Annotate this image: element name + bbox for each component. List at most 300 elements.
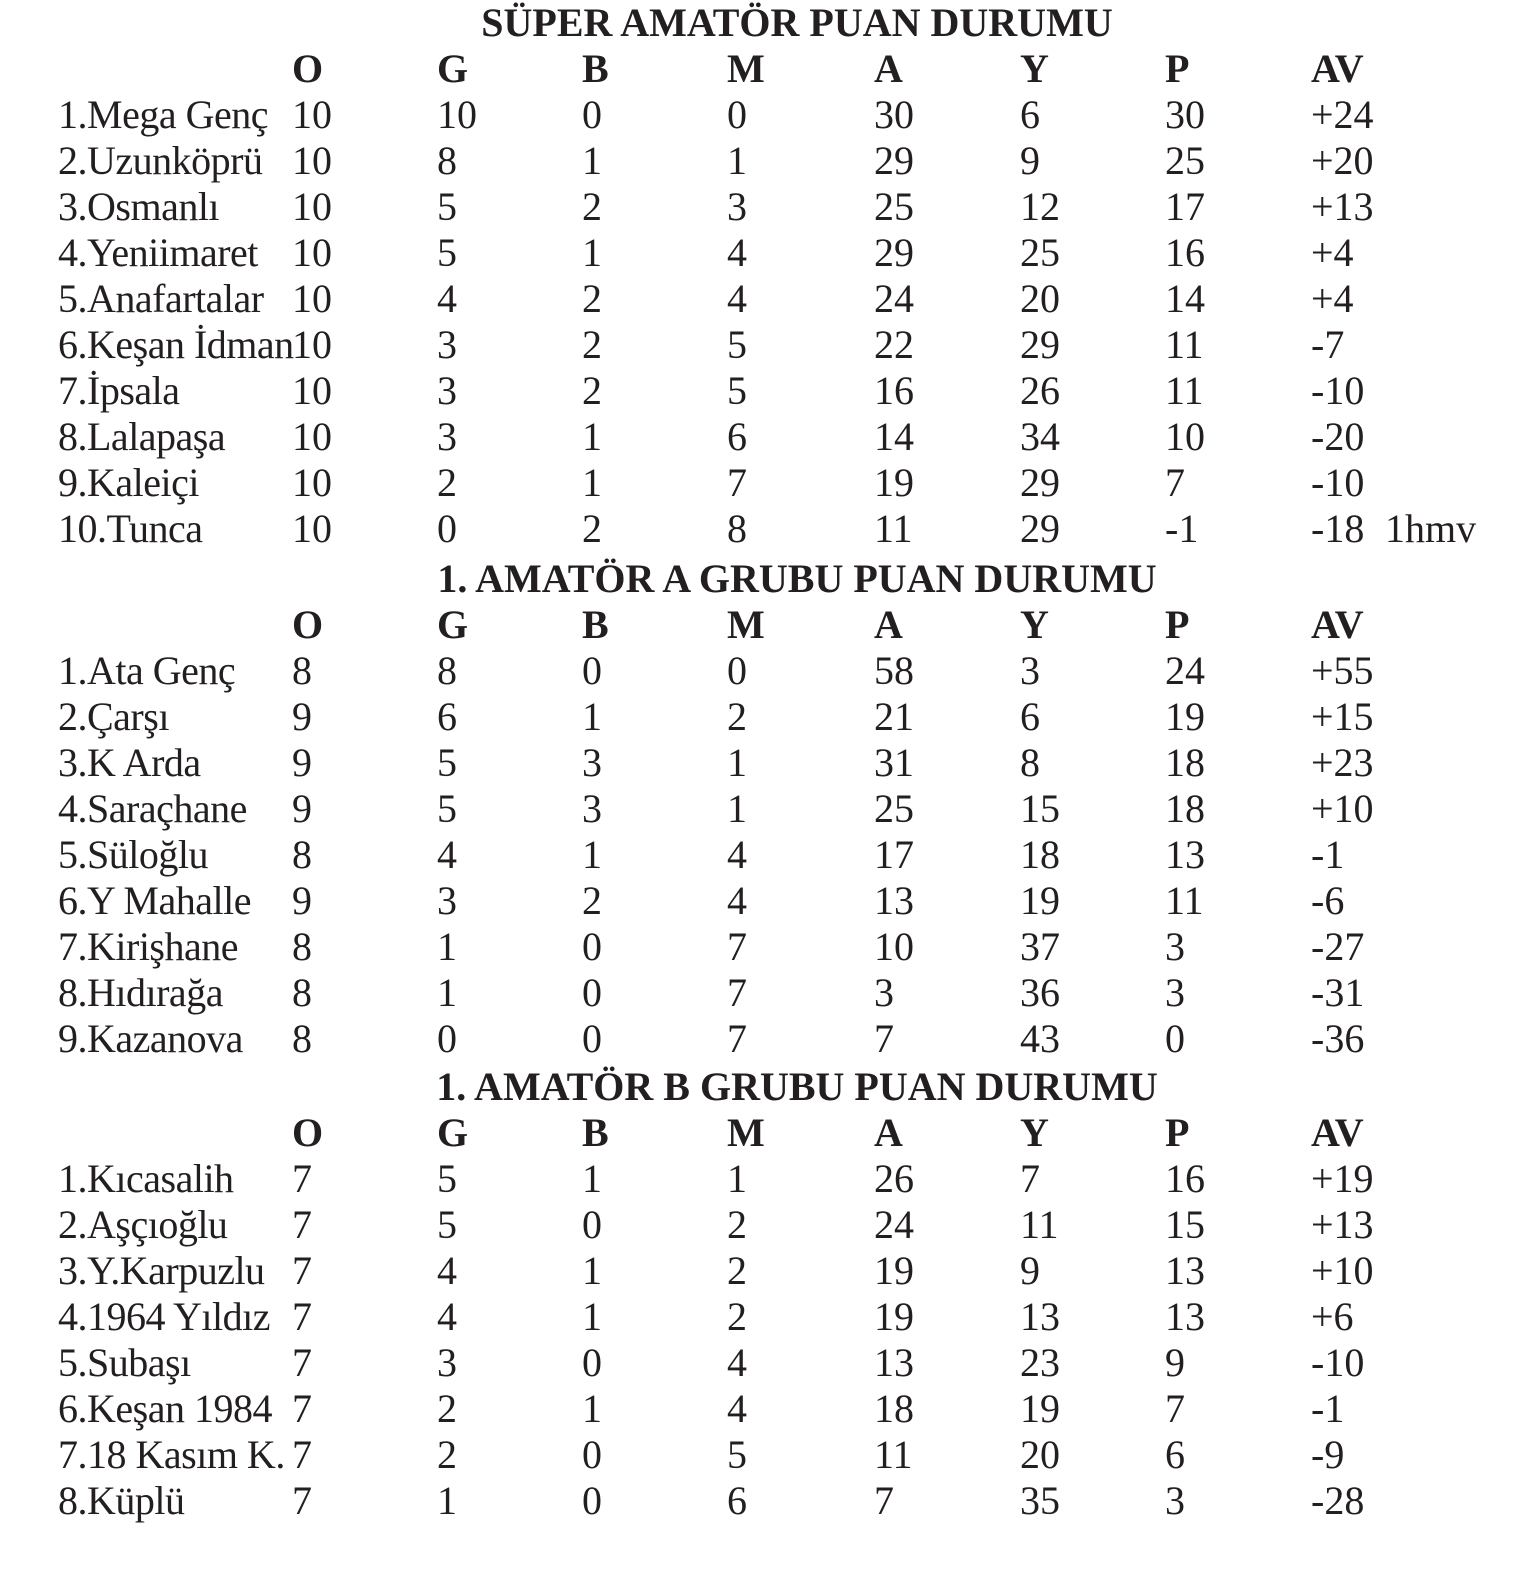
cell-p: 11 [1165,368,1204,413]
column-header-y: Y [1020,602,1049,647]
column-header-o: O [292,1110,324,1155]
cell-g: 0 [437,1016,457,1061]
cell-b: 0 [582,92,602,137]
cell-o: 7 [292,1340,312,1385]
table-row [0,506,1536,552]
cell-b: 1 [582,832,602,877]
cell-a: 19 [874,1294,914,1339]
cell-b: 1 [582,694,602,739]
column-header-m: M [727,46,765,91]
cell-y: 20 [1020,276,1060,321]
cell-m: 3 [727,184,747,229]
cell-g: 4 [437,276,457,321]
cell-y: 9 [1020,138,1040,183]
cell-m: 4 [727,276,747,321]
cell-av: -10 [1311,368,1365,413]
column-header-g: G [437,46,469,91]
table-row [0,1202,1536,1248]
cell-m: 7 [727,970,747,1015]
cell-a: 16 [874,368,914,413]
cell-b: 2 [582,276,602,321]
cell-g: 3 [437,414,457,459]
cell-p: 15 [1165,1202,1205,1247]
cell-o: 7 [292,1294,312,1339]
cell-m: 0 [727,648,747,693]
cell-b: 1 [582,1386,602,1431]
cell-a: 7 [874,1016,894,1061]
cell-a: 29 [874,230,914,275]
cell-b: 2 [582,506,602,551]
table-row [0,924,1536,970]
cell-b: 0 [582,970,602,1015]
cell-a: 30 [874,92,914,137]
cell-o: 8 [292,924,312,969]
cell-av: +19 [1311,1156,1374,1201]
cell-m: 2 [727,1294,747,1339]
cell-m: 5 [727,1432,747,1477]
cell-a: 24 [874,276,914,321]
cell-g: 5 [437,184,457,229]
cell-m: 5 [727,368,747,413]
cell-a: 29 [874,138,914,183]
column-header-av: AV [1311,1110,1364,1155]
cell-o: 10 [292,92,332,137]
cell-o: 10 [292,230,332,275]
cell-av: -7 [1311,322,1345,367]
cell-y: 35 [1020,1478,1060,1523]
cell-av: -31 [1311,970,1365,1015]
team-name: 5.Anafartalar [58,276,264,321]
column-header-p: P [1165,1110,1190,1155]
team-name: 1.Ata Genç [58,648,236,693]
cell-a: 14 [874,414,914,459]
team-name: 3.Osmanlı [58,184,220,229]
column-header-row [0,1110,1536,1156]
cell-av: +10 [1311,1248,1374,1293]
table-row [0,230,1536,276]
table-row [0,740,1536,786]
cell-p: 19 [1165,694,1205,739]
team-name: 1.Mega Genç [58,92,268,137]
table-row [0,1478,1536,1524]
cell-b: 2 [582,322,602,367]
table-row [0,1386,1536,1432]
column-header-y: Y [1020,1110,1049,1155]
column-header-m: M [727,1110,765,1155]
table-row [0,832,1536,878]
cell-b: 0 [582,1478,602,1523]
cell-a: 19 [874,1248,914,1293]
cell-g: 2 [437,460,457,505]
team-name: 7.18 Kasım K. [58,1432,285,1477]
table-row [0,1156,1536,1202]
table-row [0,1016,1536,1062]
cell-m: 1 [727,138,747,183]
table-row [0,786,1536,832]
cell-p: 6 [1165,1432,1185,1477]
cell-b: 2 [582,878,602,923]
cell-m: 7 [727,924,747,969]
cell-g: 3 [437,878,457,923]
cell-b: 1 [582,460,602,505]
cell-o: 10 [292,414,332,459]
cell-y: 12 [1020,184,1060,229]
cell-a: 3 [874,970,894,1015]
cell-a: 25 [874,184,914,229]
cell-av: +4 [1311,230,1354,275]
cell-m: 4 [727,878,747,923]
cell-b: 1 [582,414,602,459]
cell-av: -27 [1311,924,1365,969]
cell-o: 10 [292,276,332,321]
cell-av: +15 [1311,694,1374,739]
team-name: 5.Subaşı [58,1340,191,1385]
cell-b: 0 [582,648,602,693]
row-note: 1hmv [1385,506,1477,551]
cell-av: -1 [1311,1386,1345,1431]
cell-b: 0 [582,1016,602,1061]
cell-y: 23 [1020,1340,1060,1385]
table-row [0,322,1536,368]
cell-p: 11 [1165,322,1204,367]
cell-o: 8 [292,1016,312,1061]
cell-g: 3 [437,368,457,413]
cell-o: 8 [292,832,312,877]
table-row [0,276,1536,322]
column-header-b: B [582,602,609,647]
cell-g: 4 [437,1248,457,1293]
cell-g: 5 [437,786,457,831]
cell-a: 10 [874,924,914,969]
cell-b: 0 [582,1340,602,1385]
cell-b: 2 [582,184,602,229]
column-header-av: AV [1311,602,1364,647]
team-name: 4.1964 Yıldız [58,1294,270,1339]
cell-m: 0 [727,92,747,137]
cell-o: 7 [292,1248,312,1293]
team-name: 8.Lalapaşa [58,414,226,459]
cell-m: 7 [727,460,747,505]
cell-av: -1 [1311,832,1345,877]
cell-p: 13 [1165,1294,1205,1339]
cell-av: +23 [1311,740,1374,785]
cell-g: 10 [437,92,477,137]
cell-b: 1 [582,1248,602,1293]
cell-b: 1 [582,230,602,275]
team-name: 8.Küplü [58,1478,185,1523]
cell-a: 13 [874,1340,914,1385]
cell-o: 9 [292,878,312,923]
column-header-av: AV [1311,46,1364,91]
cell-g: 1 [437,970,457,1015]
cell-av: +13 [1311,184,1374,229]
cell-m: 4 [727,1386,747,1431]
cell-av: +4 [1311,276,1354,321]
cell-b: 0 [582,1432,602,1477]
team-name: 3.K Arda [58,740,201,785]
cell-p: 13 [1165,1248,1205,1293]
column-header-y: Y [1020,46,1049,91]
table-row [0,878,1536,924]
cell-b: 1 [582,1156,602,1201]
cell-o: 10 [292,184,332,229]
cell-y: 29 [1020,506,1060,551]
cell-o: 10 [292,322,332,367]
cell-o: 7 [292,1478,312,1523]
cell-y: 11 [1020,1202,1059,1247]
cell-y: 13 [1020,1294,1060,1339]
column-header-b: B [582,46,609,91]
cell-p: 30 [1165,92,1205,137]
cell-a: 7 [874,1478,894,1523]
cell-m: 6 [727,1478,747,1523]
cell-p: 14 [1165,276,1205,321]
section-title: 1. AMATÖR A GRUBU PUAN DURUMU [437,556,1157,601]
cell-p: 13 [1165,832,1205,877]
cell-m: 4 [727,832,747,877]
cell-o: 7 [292,1432,312,1477]
cell-p: 18 [1165,786,1205,831]
cell-y: 36 [1020,970,1060,1015]
team-name: 9.Kazanova [58,1016,243,1061]
cell-a: 25 [874,786,914,831]
team-name: 7.Kirişhane [58,924,239,969]
cell-a: 17 [874,832,914,877]
table-row [0,138,1536,184]
cell-g: 4 [437,1294,457,1339]
cell-y: 7 [1020,1156,1040,1201]
cell-p: 0 [1165,1016,1185,1061]
cell-g: 6 [437,694,457,739]
cell-a: 58 [874,648,914,693]
column-header-a: A [874,1110,903,1155]
cell-m: 1 [727,740,747,785]
cell-b: 2 [582,368,602,413]
cell-y: 6 [1020,694,1040,739]
team-name: 7.İpsala [58,368,180,413]
cell-b: 3 [582,740,602,785]
cell-p: 9 [1165,1340,1185,1385]
column-header-row [0,46,1536,92]
cell-a: 26 [874,1156,914,1201]
cell-m: 2 [727,1248,747,1293]
team-name: 10.Tunca [58,506,203,551]
cell-av: -10 [1311,460,1365,505]
cell-y: 34 [1020,414,1060,459]
table-row [0,1248,1536,1294]
cell-p: 11 [1165,878,1204,923]
cell-av: -28 [1311,1478,1365,1523]
cell-p: 3 [1165,1478,1185,1523]
cell-g: 5 [437,1156,457,1201]
cell-y: 9 [1020,1248,1040,1293]
team-name: 4.Yeniimaret [58,230,258,275]
cell-a: 22 [874,322,914,367]
cell-g: 1 [437,1478,457,1523]
cell-o: 8 [292,648,312,693]
column-header-g: G [437,1110,469,1155]
cell-y: 19 [1020,1386,1060,1431]
cell-g: 4 [437,832,457,877]
cell-o: 9 [292,740,312,785]
cell-b: 1 [582,1294,602,1339]
cell-g: 3 [437,322,457,367]
cell-p: -1 [1165,506,1199,551]
team-name: 6.Keşan 1984 [58,1386,272,1431]
cell-p: 10 [1165,414,1205,459]
cell-y: 29 [1020,322,1060,367]
table-row [0,414,1536,460]
team-name: 3.Y.Karpuzlu [58,1248,265,1293]
cell-y: 37 [1020,924,1060,969]
table-row [0,694,1536,740]
table-row [0,970,1536,1016]
team-name: 4.Saraçhane [58,786,247,831]
column-header-o: O [292,602,324,647]
cell-m: 2 [727,1202,747,1247]
cell-p: 16 [1165,1156,1205,1201]
cell-m: 1 [727,1156,747,1201]
column-header-a: A [874,602,903,647]
team-name: 2.Uzunköprü [58,138,263,183]
column-header-a: A [874,46,903,91]
cell-y: 26 [1020,368,1060,413]
team-name: 2.Çarşı [58,694,169,739]
cell-m: 1 [727,786,747,831]
cell-o: 9 [292,694,312,739]
cell-p: 25 [1165,138,1205,183]
section-title: 1. AMATÖR B GRUBU PUAN DURUMU [436,1064,1158,1109]
cell-o: 8 [292,970,312,1015]
cell-g: 1 [437,924,457,969]
cell-av: +13 [1311,1202,1374,1247]
cell-o: 7 [292,1156,312,1201]
cell-g: 2 [437,1432,457,1477]
cell-a: 21 [874,694,914,739]
cell-g: 5 [437,230,457,275]
cell-m: 8 [727,506,747,551]
cell-p: 7 [1165,460,1185,505]
column-header-m: M [727,602,765,647]
cell-p: 17 [1165,184,1205,229]
column-header-p: P [1165,46,1190,91]
table-row [0,648,1536,694]
section-title: SÜPER AMATÖR PUAN DURUMU [481,0,1113,45]
team-name: 8.Hıdırağa [58,970,223,1015]
cell-b: 0 [582,1202,602,1247]
team-name: 6.Keşan İdman [58,322,294,367]
cell-y: 20 [1020,1432,1060,1477]
team-name: 6.Y Mahalle [58,878,251,923]
table-row [0,1294,1536,1340]
cell-g: 5 [437,740,457,785]
cell-g: 8 [437,138,457,183]
cell-av: -18 [1311,506,1365,551]
cell-m: 5 [727,322,747,367]
cell-y: 6 [1020,92,1040,137]
cell-y: 18 [1020,832,1060,877]
column-header-b: B [582,1110,609,1155]
column-header-g: G [437,602,469,647]
column-header-p: P [1165,602,1190,647]
cell-p: 3 [1165,924,1185,969]
cell-b: 0 [582,924,602,969]
cell-m: 6 [727,414,747,459]
team-name: 9.Kaleiçi [58,460,199,505]
cell-y: 29 [1020,460,1060,505]
table-row [0,460,1536,506]
cell-av: -9 [1311,1432,1345,1477]
cell-g: 5 [437,1202,457,1247]
cell-b: 1 [582,138,602,183]
cell-g: 2 [437,1386,457,1431]
cell-b: 3 [582,786,602,831]
cell-a: 19 [874,460,914,505]
cell-o: 10 [292,368,332,413]
cell-y: 25 [1020,230,1060,275]
cell-g: 8 [437,648,457,693]
cell-g: 0 [437,506,457,551]
cell-a: 11 [874,506,913,551]
table-row [0,184,1536,230]
cell-av: -20 [1311,414,1365,459]
table-row [0,1340,1536,1386]
cell-av: -6 [1311,878,1345,923]
cell-y: 8 [1020,740,1040,785]
cell-o: 9 [292,786,312,831]
cell-a: 31 [874,740,914,785]
cell-g: 3 [437,1340,457,1385]
team-name: 2.Aşçıoğlu [58,1202,228,1247]
cell-m: 4 [727,1340,747,1385]
cell-o: 10 [292,138,332,183]
cell-y: 43 [1020,1016,1060,1061]
cell-o: 7 [292,1386,312,1431]
cell-p: 24 [1165,648,1205,693]
column-header-o: O [292,46,324,91]
cell-a: 13 [874,878,914,923]
cell-y: 3 [1020,648,1040,693]
cell-o: 10 [292,460,332,505]
cell-m: 7 [727,1016,747,1061]
table-row [0,92,1536,138]
table-row [0,1432,1536,1478]
cell-av: -36 [1311,1016,1365,1061]
cell-av: +55 [1311,648,1374,693]
cell-p: 3 [1165,970,1185,1015]
cell-p: 7 [1165,1386,1185,1431]
cell-a: 24 [874,1202,914,1247]
cell-a: 11 [874,1432,913,1477]
column-header-row [0,602,1536,648]
cell-m: 2 [727,694,747,739]
cell-a: 18 [874,1386,914,1431]
cell-o: 10 [292,506,332,551]
table-row [0,368,1536,414]
team-name: 5.Süloğlu [58,832,208,877]
cell-m: 4 [727,230,747,275]
team-name: 1.Kıcasalih [58,1156,234,1201]
cell-av: -10 [1311,1340,1365,1385]
cell-av: +20 [1311,138,1374,183]
cell-av: +24 [1311,92,1374,137]
cell-y: 19 [1020,878,1060,923]
cell-y: 15 [1020,786,1060,831]
cell-p: 18 [1165,740,1205,785]
cell-o: 7 [292,1202,312,1247]
cell-av: +10 [1311,786,1374,831]
cell-p: 16 [1165,230,1205,275]
